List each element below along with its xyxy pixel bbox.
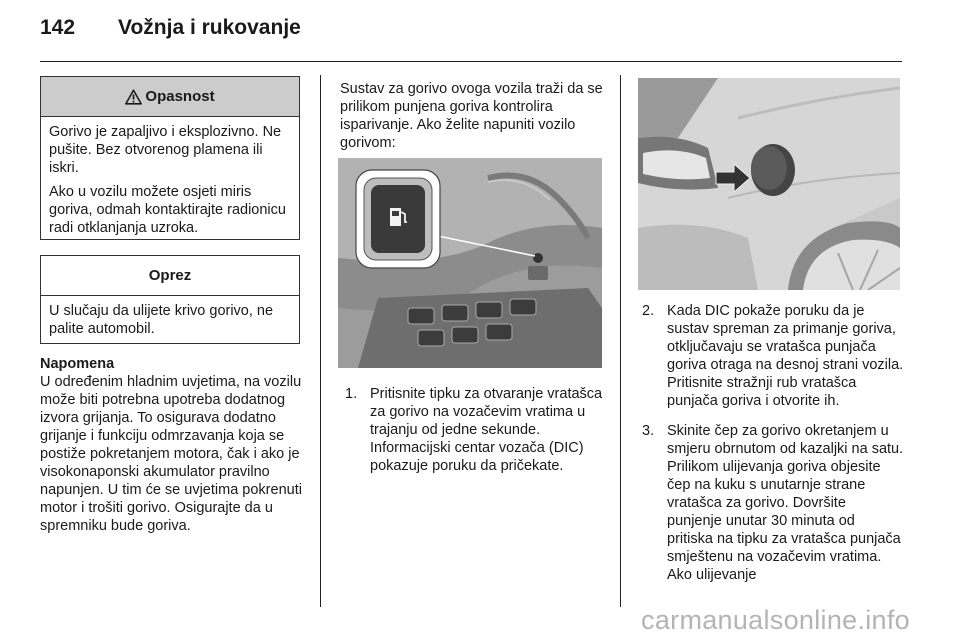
caution-text: U slučaju da ulijete krivo gorivo, ne palite automobil. xyxy=(49,303,274,337)
header-divider xyxy=(40,61,902,62)
warning-box xyxy=(40,76,300,240)
step-text: Kada DIC pokaže poruku da je sustav spreman za primanje goriva, otključavaju se vratašca punjača goriva otraga na desnoj strani vozila. Pritisnite stražnji rub vratašca punjača goriva i otvorite ih. xyxy=(667,303,904,409)
caution-body xyxy=(41,296,299,338)
steps-list-1 xyxy=(345,385,607,487)
note-text: U određenim hladnim uvjetima, na vozilu može biti potrebna upotreba dodatnog izvora grijanja. To osigurava dodatno grijanje i funkciju odmrzavanja koja se postiže pokretanjem motora, čak i ako je visokonaponski akumulator pravilno napunjen. U tim će se uvjetima pokrenuti motor i trošiti gorivo. Osigurajte da u spremniku bude goriva. xyxy=(40,374,302,534)
warning-header xyxy=(41,77,299,117)
page-title: Vožnja i rukovanje xyxy=(118,16,301,39)
column-divider-2 xyxy=(620,75,621,607)
list-item xyxy=(642,302,904,410)
caution-box xyxy=(40,255,300,344)
warning-triangle-icon xyxy=(125,89,142,105)
step-number: 3. xyxy=(642,423,655,439)
watermark: carmanualsonline.info xyxy=(641,605,910,635)
page-number: 142 xyxy=(40,16,76,39)
fuel-door-illustration xyxy=(638,78,900,290)
step-text: Skinite čep za gorivo okretanjem u smjeru obrnutom od kazaljki na satu. Prilikom ulijevanja goriva objesite čep na kuku s unutarnje strane vratašca za gorivo. Dovršite punjenje unutar 30 minuta od pritiska na tipku za vratašca punjača smještenu na vozačevim vratima. Ako ulijevanje xyxy=(667,423,904,583)
step-number: 1. xyxy=(345,386,358,402)
list-item xyxy=(642,422,904,584)
warning-paragraph: Gorivo je zapaljivo i eksplozivno. Ne pušite. Bez otvorenog plamena ili iskri. xyxy=(49,124,282,176)
intro-paragraph: Sustav za gorivo ovoga vozila traži da se prilikom punjena goriva kontrolira isparivanje. Ako želite napuniti vozilo gorivom: xyxy=(340,81,603,151)
list-item xyxy=(345,385,607,475)
warning-paragraph: Ako u vozilu možete osjeti miris goriva, odmah kontaktirajte radionicu radi otklanjanja uzroka. xyxy=(49,184,286,236)
door-panel-illustration xyxy=(338,158,602,368)
step-text: Pritisnite tipku za otvaranje vratašca za gorivo na vozačevim vratima u trajanju od jedne sekunde. Informacijski centar vozača (DIC) pokazuje poruku da pričekate. xyxy=(370,386,603,474)
warning-body xyxy=(41,117,299,237)
column-divider-1 xyxy=(320,75,321,607)
caution-header: Oprez xyxy=(41,256,299,296)
warning-title: Opasnost xyxy=(145,88,215,105)
note-section xyxy=(40,355,308,535)
note-title: Napomena xyxy=(40,356,115,372)
step-number: 2. xyxy=(642,303,655,319)
steps-list-2 xyxy=(642,302,904,596)
